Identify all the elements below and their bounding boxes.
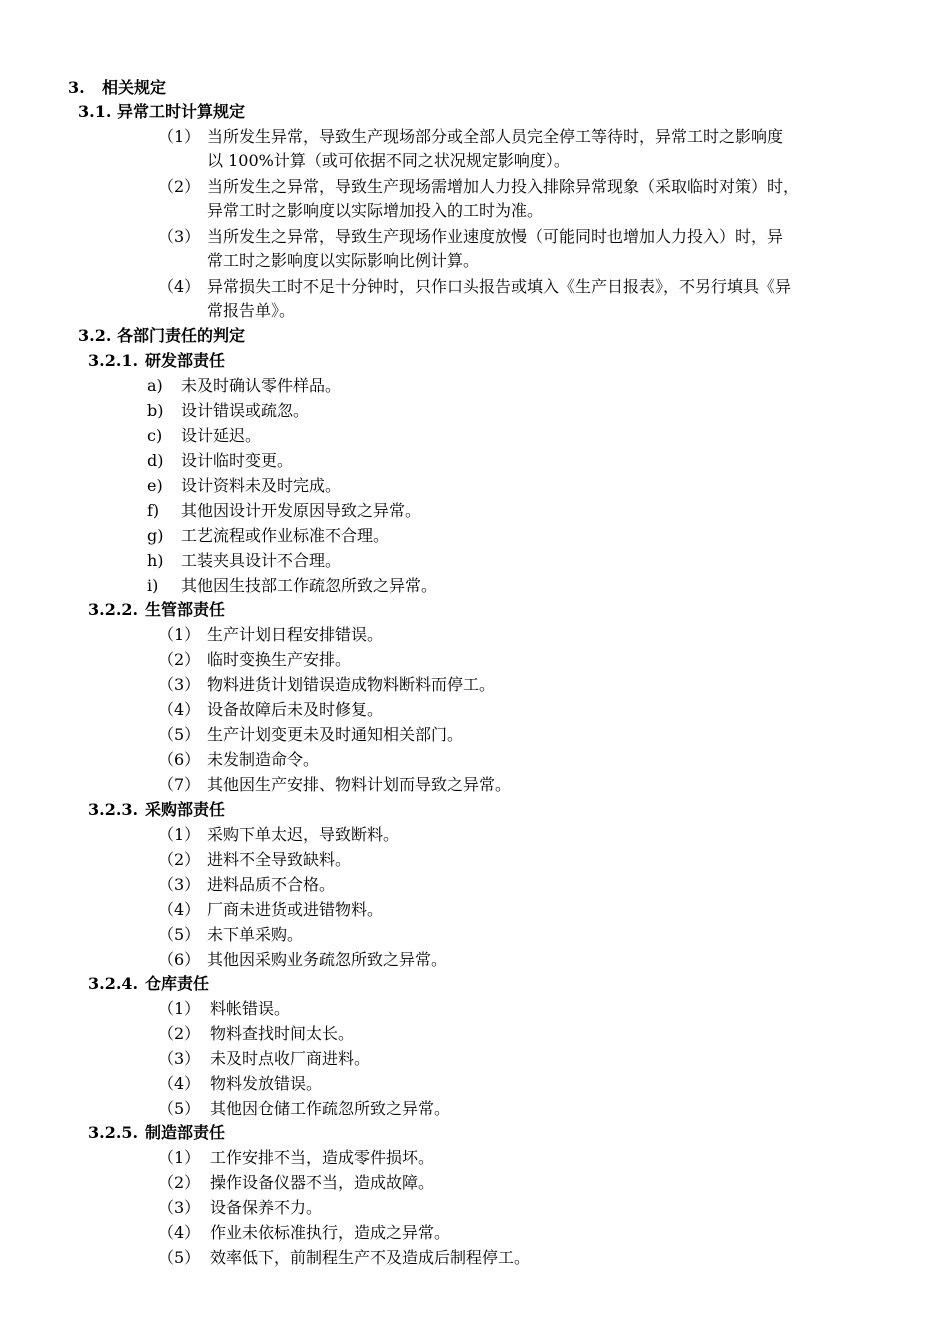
list-item-text: 其他因生技部工作疏忽所致之异常。 [181, 576, 438, 595]
list-item-text: 物料进货计划错误造成物料断料而停工。 [207, 675, 496, 694]
list-item-number: （3） [158, 875, 201, 894]
list-item-number: （1） [158, 1148, 201, 1167]
subsubsection-heading: 研发部责任 [145, 351, 226, 370]
subsubsection-heading: 制造部责任 [145, 1123, 226, 1142]
list-item-number: （6） [158, 950, 201, 969]
list-item-text: 当所发生之异常，导致生产现场作业速度放慢（可能同时也增加人力投入）时，异 [207, 227, 784, 246]
list-item-text: 常报告单》。 [207, 301, 296, 320]
list-item-text: 效率低下，前制程生产不及造成后制程停工。 [210, 1248, 531, 1267]
subsubsection-heading: 生管部责任 [145, 600, 226, 619]
list-item-number: （3） [158, 1049, 201, 1068]
list-item-number: b) [147, 401, 164, 420]
list-item-text: 物料发放错误。 [210, 1074, 323, 1093]
list-item-number: （4） [158, 900, 201, 919]
list-item-number: （5） [158, 1099, 201, 1118]
list-item-text: 设备故障后未及时修复。 [207, 700, 384, 719]
list-item-number: （5） [158, 1248, 201, 1267]
list-item-number: （1） [158, 127, 201, 146]
list-item-text: 厂商未进货或进错物料。 [207, 900, 384, 919]
subsubsection-heading: 仓库责任 [145, 974, 210, 993]
list-item-number: （6） [158, 750, 201, 769]
list-item-number: （4） [158, 1223, 201, 1242]
list-item-number: （3） [158, 1198, 201, 1217]
list-item-number: （3） [158, 227, 201, 246]
list-item-number: d) [147, 451, 164, 470]
subsection-number: 3.2. [78, 326, 112, 345]
list-item-number: （2） [158, 650, 201, 669]
list-item-text: 临时变换生产安排。 [207, 650, 352, 669]
subsubsection-number: 3.2.5. [88, 1123, 139, 1142]
list-item-number: （5） [158, 925, 201, 944]
list-item-text: 其他因仓储工作疏忽所致之异常。 [210, 1099, 451, 1118]
list-item-text: 设计错误或疏忽。 [181, 401, 310, 420]
list-item-number: （1） [158, 825, 201, 844]
list-item-number: （3） [158, 675, 201, 694]
list-item-text: 操作设备仪器不当，造成故障。 [210, 1173, 435, 1192]
list-item-number: f) [147, 501, 160, 520]
list-item-number: e) [147, 476, 163, 495]
list-item-text: 未及时点收厂商进料。 [210, 1049, 371, 1068]
list-item-text: 设计临时变更。 [181, 451, 294, 470]
list-item-text: 异常损失工时不足十分钟时，只作口头报告或填入《生产日报表》，不另行填具《异 [207, 277, 792, 296]
list-item-text: 当所发生之异常，导致生产现场需增加人力投入排除异常现象（采取临时对策）时， [207, 177, 800, 196]
list-item-text: 异常工时之影响度以实际增加投入的工时为准。 [207, 201, 544, 220]
list-item-text: 进料品质不合格。 [207, 875, 336, 894]
list-item-number: a) [147, 376, 163, 395]
subsubsection-number: 3.2.3. [88, 800, 139, 819]
list-item-number: （4） [158, 277, 201, 296]
list-item-number: （4） [158, 1074, 201, 1093]
list-item-text: 生产计划日程安排错误。 [207, 625, 384, 644]
list-item-text: 生产计划变更未及时通知相关部门。 [207, 725, 464, 744]
list-item-text: 物料查找时间太长。 [210, 1024, 355, 1043]
list-item-number: （1） [158, 625, 201, 644]
list-item-number: i) [147, 576, 159, 595]
list-item-number: c) [147, 426, 163, 445]
list-item-number: （7） [158, 775, 201, 794]
list-item-text: 其他因生产安排、物料计划而导致之异常。 [207, 775, 512, 794]
list-item-text: 采购下单太迟，导致断料。 [207, 825, 400, 844]
subsection-heading: 各部门责任的判定 [117, 326, 246, 345]
list-item-text: 未下单采购。 [207, 925, 304, 944]
section-heading: 相关规定 [102, 78, 167, 97]
list-item-text: 以 100%计算（或可依据不同之状况规定影响度）。 [207, 151, 570, 170]
list-item-text: 设计延迟。 [181, 426, 262, 445]
list-item-text: 工作安排不当，造成零件损坏。 [210, 1148, 435, 1167]
list-item-number: （5） [158, 725, 201, 744]
section-number: 3. [68, 78, 85, 97]
list-item-text: 常工时之影响度以实际影响比例计算。 [207, 251, 480, 270]
list-item-text: 设计资料未及时完成。 [181, 476, 342, 495]
subsubsection-number: 3.2.1. [88, 351, 139, 370]
list-item-text: 设备保养不力。 [210, 1198, 323, 1217]
subsubsection-heading: 采购部责任 [145, 800, 226, 819]
list-item-number: g) [147, 526, 164, 545]
subsection-number: 3.1. [78, 102, 112, 121]
list-item-text: 未及时确认零件样品。 [181, 376, 342, 395]
list-item-text: 其他因采购业务疏忽所致之异常。 [207, 950, 448, 969]
list-item-text: 作业未依标准执行，造成之异常。 [210, 1223, 451, 1242]
list-item-number: （1） [158, 999, 201, 1018]
list-item-number: h) [147, 551, 164, 570]
list-item-text: 当所发生异常，导致生产现场部分或全部人员完全停工等待时，异常工时之影响度 [207, 127, 784, 146]
list-item-text: 工艺流程或作业标准不合理。 [181, 526, 390, 545]
list-item-text: 未发制造命令。 [207, 750, 320, 769]
list-item-text: 工装夹具设计不合理。 [181, 551, 342, 570]
subsection-heading: 异常工时计算规定 [117, 102, 246, 121]
list-item-number: （2） [158, 850, 201, 869]
list-item-number: （2） [158, 1024, 201, 1043]
list-item-text: 其他因设计开发原因导致之异常。 [181, 501, 422, 520]
subsubsection-number: 3.2.2. [88, 600, 139, 619]
list-item-text: 进料不全导致缺料。 [207, 850, 352, 869]
list-item-number: （4） [158, 700, 201, 719]
list-item-text: 料帐错误。 [210, 999, 291, 1018]
list-item-number: （2） [158, 177, 201, 196]
subsubsection-number: 3.2.4. [88, 974, 139, 993]
list-item-number: （2） [158, 1173, 201, 1192]
